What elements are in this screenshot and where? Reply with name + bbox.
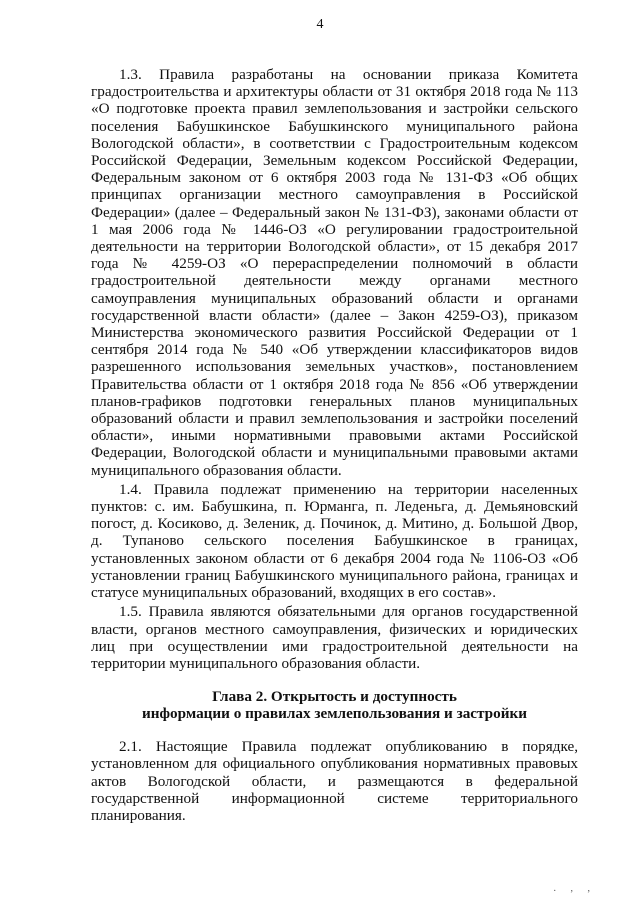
paragraph-1-5: 1.5. Правила являются обязательными для органов государственной власти, органов местного самоуправления, физических и юридических лиц при осуществлении ими градостроительной деятельности на территории муниципального образования области. — [91, 603, 578, 672]
document-body — [91, 66, 578, 824]
chapter-heading — [91, 688, 578, 722]
paragraph-1-4: 1.4. Правила подлежат применению на территории населенных пунктов: с. им. Бабушкина, п. Юрманга, п. Леденьга, д. Демьяновский погост, д. Косиково, д. Зеленик, д. Починок, д. Митино, д. Большой Двор, д. Тупаново сельского поселения Бабушкинское в границах, установленных законом области от 6 декабря 2004 года № 1106-ОЗ «Об установлении границ Бабушкинского муниципального района, границах и статусе муниципальных образований, входящих в его состав». — [91, 480, 578, 602]
paragraph-2-1: 2.1. Настоящие Правила подлежат опубликованию в порядке, установленном для официального опубликования нормативных правовых актов Вологодской области, и размещаются в федеральной государственной информационной системе территориального планирования. — [91, 738, 578, 824]
paragraph-1-3: 1.3. Правила разработаны на основании приказа Комитета градостроительства и архитектуры области от 31 октября 2018 года № 113 «О подготовке проекта правил землепользования и застройки сельского поселения Бабушкинское Бабушкинского муниципального района Вологодской области», в соответствии с Градостроительным кодексом Российской Федерации, Земельным кодексом Российской Федерации, Федеральным законом от 6 октября 2003 года № 131-ФЗ «Об общих принципах организации местного самоуправления в Российской Федерации» (далее – Федеральный закон № 131-ФЗ), законами области от 1 мая 2006 года № 1446-ОЗ «О регулировании градостроительной деятельности на территории Вологодской области», от 15 декабря 2017 года № 4259-ОЗ «О перераспределении полномочий в области градостроительной деятельности между органами местного самоуправления муниципальных образований области и органами государственной власти области» (далее – Закон 4259-ОЗ), приказом Министерства экономического развития Российской Федерации от 1 сентября 2014 года № 540 «Об утверждении классификаторов видов разрешенного использования земельных участков», постановлением Правительства области от 1 октября 2018 года № 856 «Об утверждении планов-графиков подготовки генеральных планов муниципальных образований области и правил землепользования и застройки поселений области», иными нормативными правовыми актами Российской Федерации, Вологодской области и муниципальными правовыми актами муниципального образования области. — [91, 66, 578, 479]
scan-mark: . , , — [553, 882, 596, 894]
page-number: 4 — [316, 17, 324, 32]
chapter-heading-line-1: Глава 2. Открытость и доступность — [212, 688, 457, 706]
chapter-heading-line-2: информации о правилах землепользования и застройки — [142, 705, 527, 723]
